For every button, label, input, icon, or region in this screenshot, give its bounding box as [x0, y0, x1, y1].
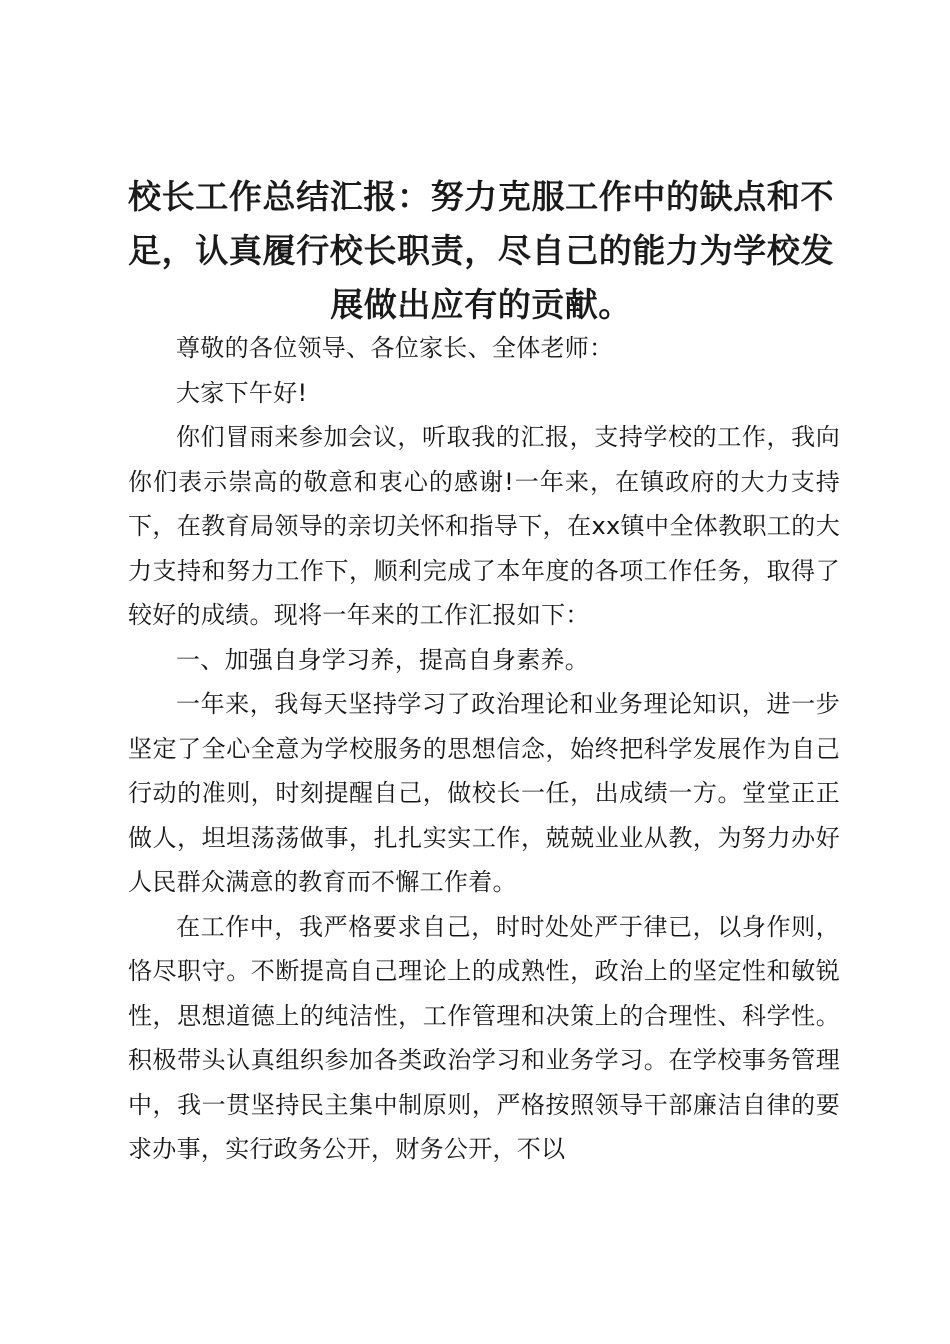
document-title: 校长工作总结汇报：努力克服工作中的缺点和不足，认真履行校长职责，尽自己的能力为学校发展做出应有的贡献。 [128, 177, 834, 324]
body-paragraph: 在工作中，我严格要求自己，时时处处严于律已，以身作则，恪尽职守。不断提高自己理论上的成熟性，政治上的坚定性和敏锐性，思想道德上的纯洁性，工作管理和决策上的合理性、科学性。积极带头认真组织参加各类政治学习和业务学习。在学校事务管理中，我一贯坚持民主集中制原则，严格按照领导干部廉洁自律的要求办事，实行政务公开，财务公开，不以 [128, 912, 840, 1163]
intro-paragraph: 你们冒雨来参加会议，听取我的汇报，支持学校的工作，我向你们表示崇高的敬意和衷心的感谢!一年来，在镇政府的大力支持下，在教育局领导的亲切关怀和指导下，在xx镇中全体教职工的大力支持和努力工作下，顺利完成了本年度的各项工作任务，取得了较好的成绩。现将一年来的工作汇报如下： [128, 423, 840, 629]
document-body [128, 326, 840, 1172]
salutation: 尊敬的各位领导、各位家长、全体老师： [176, 334, 614, 362]
section-heading: 一、加强自身学习养，提高自身素养。 [176, 645, 590, 674]
body-paragraph: 一年来，我每天坚持学习了政治理论和业务理论知识，进一步坚定了全心全意为学校服务的思想信念，始终把科学发展作为自己行动的准则，时刻提醒自己，做校长一任，出成绩一方。堂堂正正做人，坦坦荡荡做事，扎扎实实工作，兢兢业业从教，为努力办好人民群众满意的教育而不懈工作着。 [128, 690, 840, 896]
greeting: 大家下午好! [176, 378, 308, 407]
